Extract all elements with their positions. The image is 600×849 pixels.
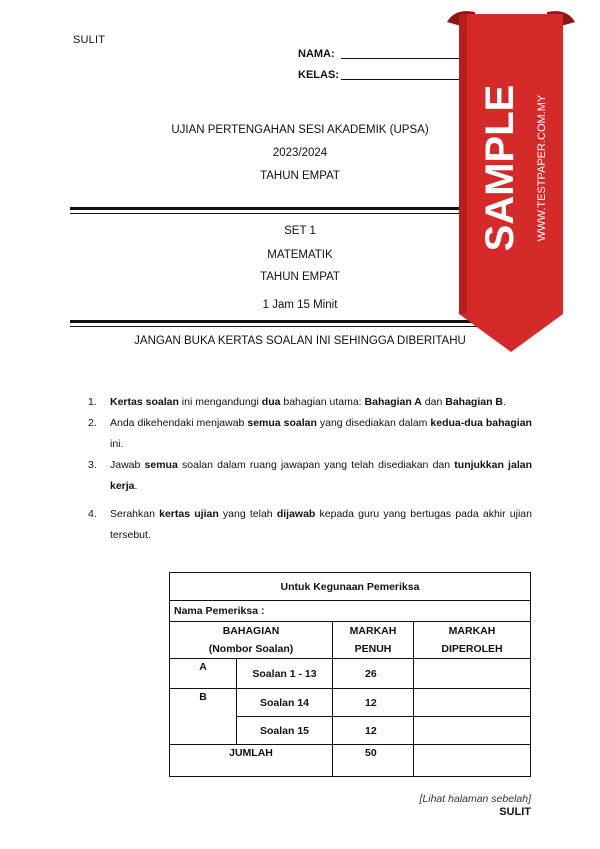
instruction-text: soalan dalam ruang jawapan yang telah disediakan dan [177, 459, 455, 471]
instruction-number: 3. [88, 459, 97, 471]
exam-year: 2023/2024 [272, 147, 328, 159]
instruction-text: Jawab [110, 459, 145, 471]
col-bahagian-sub: (Nombor Soalan) [170, 640, 333, 659]
ribbon-site-text: WWW.TESTPAPER.COM.MY [536, 94, 548, 242]
marks-b15: 12 [333, 717, 414, 745]
instruction-bold-text: Bahagian A [364, 396, 422, 408]
do-not-open-warning: JANGAN BUKA KERTAS SOALAN INI SEHINGGA DIBERITAHU [134, 335, 466, 347]
instruction-bold-text: dijawab [276, 508, 316, 520]
instruction-text: ini. [110, 438, 124, 450]
instruction-bold-text: kertas ujian [159, 508, 219, 520]
instruction-text: Anda dikehendaki menjawab [110, 417, 248, 429]
col-bahagian: BAHAGIAN [170, 622, 333, 641]
instruction-item [88, 455, 532, 497]
instructions-list [88, 392, 532, 546]
exam-grade-2: TAHUN EMPAT [260, 271, 340, 283]
total-score-cell[interactable] [414, 745, 531, 777]
kelas-line[interactable] [341, 79, 461, 80]
instruction-bold-text: dua [261, 396, 281, 408]
instruction-item [88, 504, 532, 546]
exam-title: UJIAN PERTENGAHAN SESI AKADEMIK (UPSA) [171, 124, 429, 136]
questions-a: Soalan 1 - 13 [237, 659, 333, 689]
score-a-cell[interactable] [414, 659, 531, 689]
table-title: Untuk Kegunaan Pemeriksa [170, 573, 531, 601]
instruction-number: 1. [88, 396, 97, 408]
total-marks: 50 [333, 745, 414, 777]
examiner-name-cell[interactable]: Nama Pemeriksa : [170, 601, 531, 622]
instruction-item [88, 413, 532, 455]
instruction-text: kepada guru yang bertugas pada akhir ujian tersebut. [110, 508, 532, 541]
score-b15-cell[interactable] [414, 717, 531, 745]
instruction-text: . [503, 396, 506, 408]
instruction-bold-text: Kertas soalan [110, 396, 179, 408]
sample-ribbon [447, 0, 575, 360]
instruction-text: yang telah [218, 508, 277, 520]
instruction-text: dan [421, 396, 446, 408]
kelas-field [298, 69, 339, 81]
col-markah-penuh-2: PENUH [333, 640, 414, 659]
exam-subject: MATEMATIK [267, 249, 333, 261]
instruction-bold-text: Bahagian B [445, 396, 504, 408]
exam-set: SET 1 [284, 225, 316, 237]
examiner-table [169, 572, 531, 777]
score-b14-cell[interactable] [414, 689, 531, 717]
kelas-label: KELAS: [298, 69, 339, 81]
instruction-text: ini mengandungi [178, 396, 262, 408]
sample-ribbon-text: SAMPLE [478, 84, 522, 252]
section-b: B [170, 689, 237, 745]
next-page-note: [Lihat halaman sebelah] [419, 793, 531, 805]
marks-a: 26 [333, 659, 414, 689]
total-label: JUMLAH [170, 745, 333, 777]
questions-b15: Soalan 15 [237, 717, 333, 745]
instruction-text: . [134, 480, 138, 492]
instruction-bold-text: semua soalan [247, 417, 317, 429]
col-markah-diperoleh-2: DIPEROLEH [414, 640, 531, 659]
nama-label: NAMA: [298, 48, 335, 60]
instruction-number: 4. [88, 508, 97, 520]
instruction-bold-text: semua [144, 459, 178, 471]
exam-grade: TAHUN EMPAT [260, 170, 340, 182]
instruction-item [88, 392, 532, 413]
col-markah-diperoleh-1: MARKAH [414, 622, 531, 641]
nama-line[interactable] [341, 58, 461, 59]
instruction-text: bahagian utama: [280, 396, 365, 408]
instruction-bold-text: tunjukkan jalan kerja [110, 459, 532, 492]
instruction-text: Serahkan [110, 508, 160, 520]
exam-duration: 1 Jam 15 Minit [262, 299, 338, 311]
nama-field [298, 48, 335, 60]
instruction-number: 2. [88, 417, 97, 429]
marks-b14: 12 [333, 689, 414, 717]
sulit-label-top: SULIT [73, 34, 106, 46]
instruction-text: yang disediakan dalam [316, 417, 431, 429]
questions-b14: Soalan 14 [237, 689, 333, 717]
sulit-label-bottom: SULIT [499, 806, 531, 818]
section-a: A [170, 659, 237, 689]
instruction-bold-text: kedua-dua bahagian [430, 417, 532, 429]
col-markah-penuh-1: MARKAH [333, 622, 414, 641]
